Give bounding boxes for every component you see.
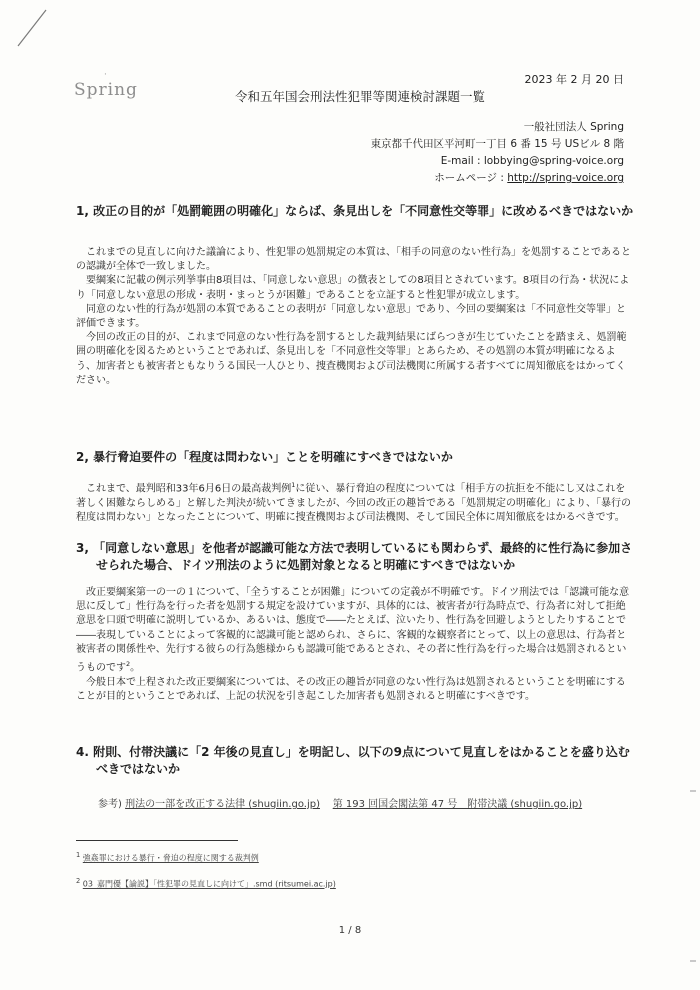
reference-prefix: 参考) bbox=[98, 799, 122, 810]
footnote-ref-1[interactable]: 1 bbox=[291, 481, 296, 489]
section-2-text-b: に従い、暴行脅迫の程度については「相手方の抗拒を不能にし又はこれを著しく困難ならしめる」と解した判決が続いてきましたが、今回の改正の趣旨である「処罰規定の明確化」により、「暴行の程度は問わない」となったことについて、明確に捜査機関および司法機関、そして国民全体に周知徹底をはかるべきです。 bbox=[76, 483, 631, 523]
footnote-1-number: 1 bbox=[76, 851, 81, 859]
org-address: 東京都千代田区平河町一丁目 6 番 15 号 USビル 8 階 bbox=[370, 138, 624, 150]
footnote-2-number: 2 bbox=[76, 877, 81, 885]
pen-stroke-mark bbox=[10, 6, 70, 66]
org-name: 一般社団法人 Spring bbox=[523, 121, 624, 133]
footnote-ref-2[interactable]: 2 bbox=[126, 660, 131, 669]
section-3-paragraph bbox=[76, 586, 632, 676]
section-2-heading: 2, 暴行脅迫要件の「程度は問わない」ことを明確にすべきではないか bbox=[76, 450, 453, 464]
section-2-paragraph bbox=[76, 478, 632, 525]
homepage-label: ホームページ : bbox=[434, 172, 508, 184]
section-1-paragraph: 要綱案に記載の例示列挙事由8項目は、「同意しない意思」の徴表としての8項目とされています。8項目の行為・状況により「同意しない意思の形成・表明・まっとうが困難」であることを立証すると性犯罪が成立します。 bbox=[76, 275, 630, 301]
footnote-1-link[interactable]: 強姦罪における暴行・脅迫の程度に関する裁判例 bbox=[82, 853, 259, 863]
logo-dot: · bbox=[104, 70, 108, 80]
reference-line bbox=[98, 795, 582, 810]
email-address[interactable]: lobbying@spring-voice.org bbox=[483, 155, 624, 167]
section-3-paragraph: 今般日本で上程された改正要綱案については、その改正の趣旨が同意のない性行為は処罰されるということを明確にすることが目的ということであれば、上記の状況を引き起こした加害者も処罰されると明確にすべきです。 bbox=[76, 676, 626, 702]
homepage-link[interactable]: http://spring-voice.org bbox=[507, 172, 624, 184]
document-title: 令和五年国会刑法性犯罪等関連検討課題一覧 bbox=[234, 89, 485, 104]
section-1-paragraph: 同意のない性的行為が処罰の本質であることの表明が「同意しない意思」であり、今回の要綱案は「不同意性交等罪」と評価できます。 bbox=[76, 303, 626, 330]
footnote-divider bbox=[76, 840, 238, 841]
section-2-text-a: これまで、最判昭和33年6月6日の最高裁判例 bbox=[86, 483, 292, 495]
footnote-1 bbox=[76, 851, 259, 864]
org-homepage-row bbox=[371, 170, 624, 187]
section-3-heading: 3, 「同意しない意思」を他者が認識可能な方法で表明しているにも関わらず、最終的に性行為に参加させられた場合、ドイツ刑法のように処罰対象となると明確にすべきではないか bbox=[76, 541, 633, 572]
organization-block bbox=[371, 119, 624, 187]
section-1-paragraph: 今回の改正の目的が、これまで同意のない性行為を罰するとした裁判結果にばらつきが生じていたことを踏まえ、処罰範囲の明確化を図るためということであれば、条見出しを「不同意性交等罪」とあらため、その処罰の本質が明確になるよう、加害者とも被害者ともなりうる国民一人ひとり、捜査機関および司法機関に所属する者すべてに周知徹底をはかってください。 bbox=[76, 332, 627, 386]
document-date: 2023 年 2 月 20 日 bbox=[524, 73, 624, 86]
footnote-2-link[interactable]: 03_嘉門優【論説】「性犯罪の見直しに向けて」.smd (ritsumei.ac.jp) bbox=[82, 879, 336, 889]
reference-link-resolution[interactable]: 第 193 回国会閣法第 47 号 附帯決議 (shugiin.go.jp) bbox=[332, 799, 583, 810]
email-label: E-mail : bbox=[440, 155, 484, 167]
scan-margin-mark bbox=[690, 790, 696, 792]
org-email-row bbox=[371, 153, 624, 170]
section-3-text-b: 。 bbox=[130, 662, 141, 674]
reference-link-law[interactable]: 刑法の一部を改正する法律 (shugiin.go.jp) bbox=[125, 799, 320, 810]
section-1-body bbox=[76, 246, 632, 388]
section-1-paragraph: これまでの見直しに向けた議論により、性犯罪の処罰規定の本質は、「相手の同意のない性行為」を処罰することであるとの認識が全体で一致しました。 bbox=[76, 247, 631, 273]
section-3-text-a: 改正要綱案第一の一の１について、「全うすることが困難」についての定義が不明確です。ドイツ刑法では「認識可能な意思に反して」性行為を行った者を処罰する規定を設けていますが、具体的には、被害者が行為時点で、行為者に対して拒絶意思を口頭で明確に説明しているか、あるいは、態度で――たとえば、泣いたり、性行為を回避しようとしたりすることで――表現していることによって客観的に認識可能と認められ、さらに、客観的な観察者にとって、以上の意思は、行為者と被害者の関係性や、先行する彼らの行為態様からも認識可能であるとされ、その者に性行為を行った場合は処罰されるというものです bbox=[76, 587, 630, 674]
scan-margin-mark bbox=[690, 960, 696, 962]
section-2-body bbox=[76, 478, 632, 525]
section-1-heading: 1, 改正の目的が「処罰範囲の明確化」ならば、条見出しを「不同意性交等罪」に改めるべきではないか bbox=[76, 204, 634, 218]
footnote-2 bbox=[76, 877, 336, 890]
page-number: 1 / 8 bbox=[338, 925, 362, 936]
section-3-body bbox=[76, 586, 632, 704]
logo-text: Spring bbox=[74, 80, 138, 100]
section-4-heading: 4. 附則、付帯決議に「2 年後の見直し」を明記し、以下の9点について見直しをはかることを盛り込むべきではないか bbox=[76, 745, 630, 776]
